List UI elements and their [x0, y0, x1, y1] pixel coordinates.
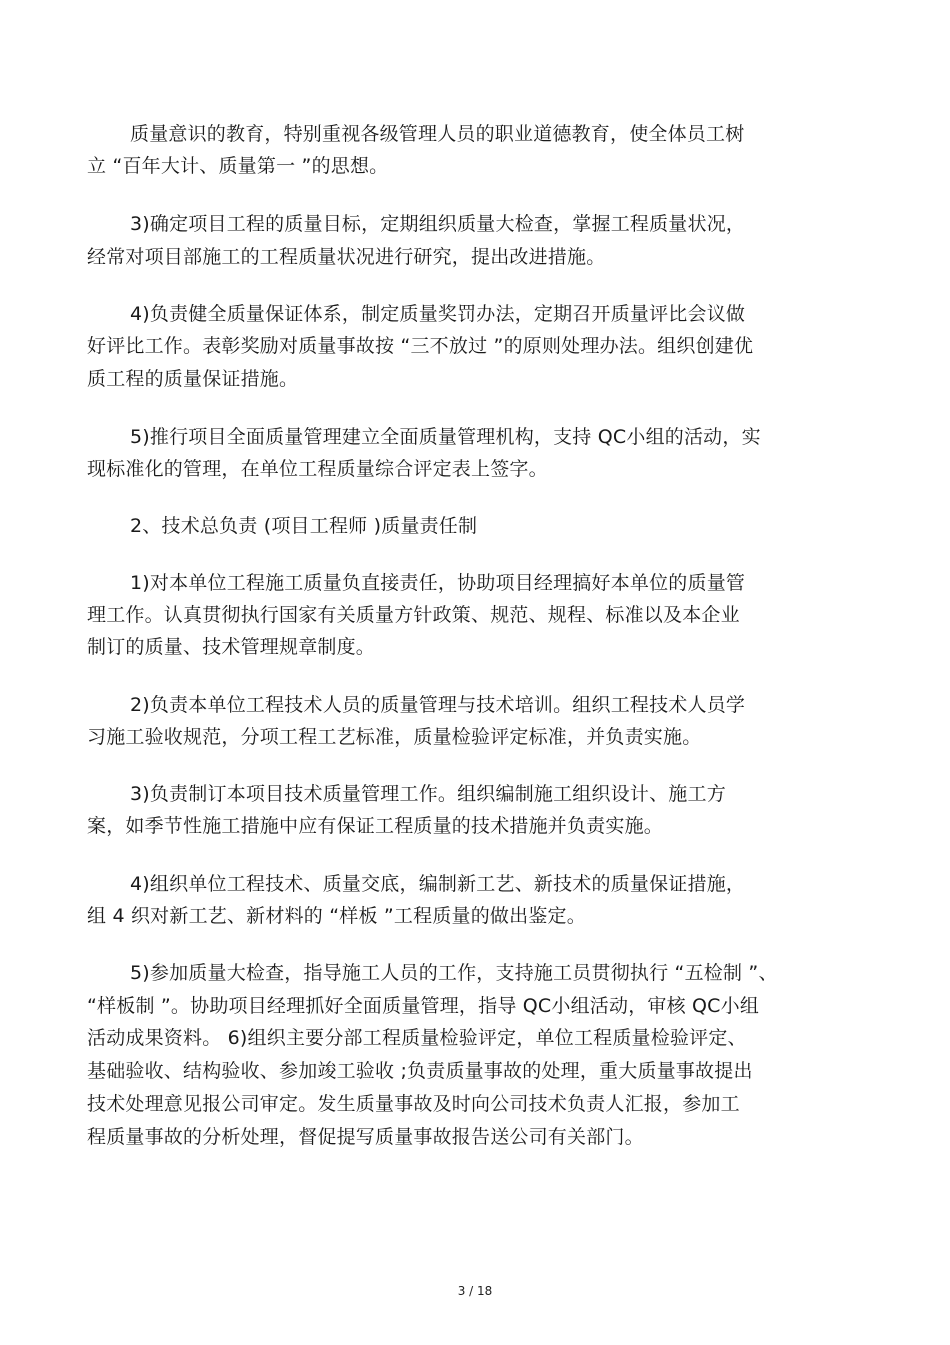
paragraph-line: 活动成果资料。 6)组织主要分部工程质量检验评定，单位工程质量检验评定、	[87, 1027, 747, 1049]
paragraph-line: 基础验收、结构验收、参加竣工验收 ;负责质量事故的处理，重大质量事故提出	[87, 1060, 753, 1082]
paragraph-line: 习施工验收规范，分项工程工艺标准，质量检验评定标准，并负责实施。	[87, 726, 702, 748]
paragraph-line: 质工程的质量保证措施。	[87, 368, 299, 390]
paragraph-line: 理工作。认真贯彻执行国家有关质量方针政策、规范、规程、标准以及本企业	[87, 604, 740, 626]
paragraph-line: 程质量事故的分析处理，督促提写质量事故报告送公司有关部门。	[87, 1126, 644, 1148]
paragraph-line: 好评比工作。表彰奖励对质量事故按 “三不放过 ”的原则处理办法。组织创建优	[87, 335, 754, 357]
paragraph-line: 现标准化的管理，在单位工程质量综合评定表上签字。	[87, 458, 548, 480]
paragraph-line: 1)对本单位工程施工质量负直接责任，协助项目经理搞好本单位的质量管	[130, 572, 746, 594]
section-heading: 2、技术总负责 (项目工程师 )质量责任制	[130, 515, 478, 537]
paragraph-line: 3)负责制订本项目技术质量管理工作。组织编制施工组织设计、施工方	[130, 783, 726, 805]
paragraph-line: 立 “百年大计、质量第一 ”的思想。	[87, 155, 389, 177]
paragraph-line: 2)负责本单位工程技术人员的质量管理与技术培训。组织工程技术人员学	[130, 694, 746, 716]
paragraph-line: 4)负责健全质量保证体系，制定质量奖罚办法，定期召开质量评比会议做	[130, 303, 746, 325]
paragraph-line: 经常对项目部施工的工程质量状况进行研究，提出改进措施。	[87, 246, 606, 268]
paragraph-line: 制订的质量、技术管理规章制度。	[87, 636, 376, 658]
paragraph-line: 3)确定项目工程的质量目标，定期组织质量大检查，掌握工程质量状况，	[130, 213, 746, 235]
paragraph-line: 组 4 织对新工艺、新材料的 “样板 ”工程质量的做出鉴定。	[87, 905, 586, 927]
paragraph-line: 5)参加质量大检查，指导施工人员的工作，支持施工员贯彻执行 “五检制 ”、	[130, 962, 778, 984]
paragraph-line: 技术处理意见报公司审定。发生质量事故及时向公司技术负责人汇报，参加工	[87, 1093, 740, 1115]
page-number: 3 / 18	[457, 1284, 493, 1298]
paragraph-line: 案，如季节性施工措施中应有保证工程质量的技术措施并负责实施。	[87, 815, 664, 837]
paragraph-line: 4)组织单位工程技术、质量交底，编制新工艺、新技术的质量保证措施，	[130, 873, 746, 895]
paragraph-line: 质量意识的教育，特别重视各级管理人员的职业道德教育，使全体员工树	[130, 123, 745, 145]
paragraph-line: 5)推行项目全面质量管理建立全面质量管理机构，支持 QC小组的活动，实	[130, 426, 761, 448]
paragraph-line: “样板制 ”。协助项目经理抓好全面质量管理，指导 QC小组活动，审核 QC小组	[87, 995, 760, 1017]
